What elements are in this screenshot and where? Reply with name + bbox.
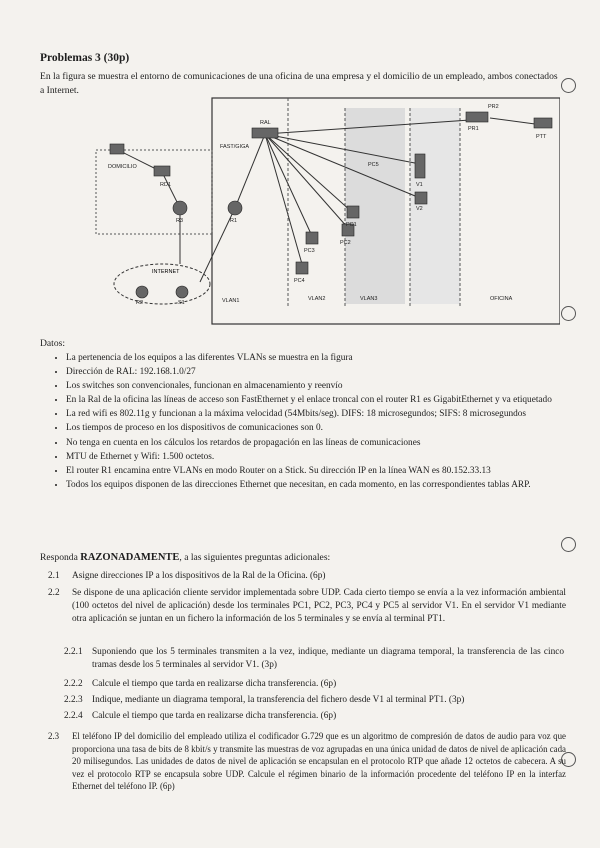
vlan1-label: VLAN1 xyxy=(222,298,240,304)
datos-item: • Dirección de RAL: 192.168.1.0/27 xyxy=(66,366,578,379)
datos-item: • Los switches son convencionales, funcionan en almacenamiento y reenvío xyxy=(66,380,578,393)
pc-icon xyxy=(347,206,359,218)
pc4-label: PC4 xyxy=(294,278,305,284)
pr1-label: PR1 xyxy=(468,126,479,132)
responda-bold: RAZONADAMENTE xyxy=(80,552,180,563)
fast-label: FAST/GIGA xyxy=(220,144,250,150)
datos-item: • La pertenencia de los equipos a las diferentes VLANs se muestra en la figura xyxy=(66,352,578,365)
question-text: Calcule el tiempo que tarda en realizarse dicha transferencia. (6p) xyxy=(92,679,337,689)
binder-hole-icon xyxy=(561,537,576,552)
pc3-label: PC3 xyxy=(304,248,315,254)
router-icon xyxy=(228,201,242,215)
question-text: Indique, mediante un diagrama temporal, la transferencia del fichero desde V1 al terminal PT1. (3p) xyxy=(92,695,465,705)
laptop-icon xyxy=(534,118,552,128)
pc-icon xyxy=(415,192,427,204)
switch-icon xyxy=(154,166,170,176)
responda-prefix: Responda xyxy=(40,552,78,563)
datos-heading: Datos: xyxy=(40,338,66,349)
datos-item: • En la Ral de la oficina las líneas de acceso son FastEthernet y el enlace troncal con el router R1 es GigabitEthernet y va etiquetado xyxy=(66,394,578,407)
datos-item: • La red wifi es 802.11g y funcionan a la máxima velocidad (54Mbits/seg). DIFS: 18 microsegundos; SIFS: 8 microsegundos xyxy=(66,408,578,421)
ral-label: RAL xyxy=(260,120,271,126)
v2-label: V2 xyxy=(416,206,423,212)
question-number: 2.2.1 xyxy=(64,647,83,657)
switch-icon xyxy=(252,128,278,138)
datos-item: • El router R1 encamina entre VLANs en modo Router on a Stick. Su dirección IP en la línea WAN es 80.152.33.13 xyxy=(66,465,578,478)
question-number: 2.2.3 xyxy=(64,695,83,705)
pc1-label: PC1 xyxy=(346,222,357,228)
question-text: Asigne direcciones IP a los dispositivos de la Ral de la Oficina. (6p) xyxy=(72,571,326,581)
home-boundary xyxy=(96,150,212,234)
pc2-label: PC2 xyxy=(340,240,351,246)
router-icon xyxy=(173,201,187,215)
question-number: 2.2 xyxy=(48,588,60,598)
datos-item: • Todos los equipos disponen de las direcciones Ethernet que necesitan, en cada momento, en las correspondientes tablas ARP. xyxy=(66,479,578,492)
question-number: 2.3 xyxy=(48,731,60,741)
r3-label: R3 xyxy=(176,218,184,224)
problem-intro: En la figura se muestra el entorno de comunicaciones de una oficina de una empresa y el domicilio de un empleado, ambos conectados a Internet. xyxy=(40,71,558,96)
problem-title: Problemas 3 (30p) xyxy=(40,52,130,64)
router-icon xyxy=(136,286,148,298)
binder-hole-icon xyxy=(561,78,576,93)
pc5-label: PC5 xyxy=(368,162,379,168)
oficina-label: OFICINA xyxy=(490,296,513,302)
question-text: Se dispone de una aplicación cliente servidor implementada sobre UDP. Cada cierto tiempo se envía a la vez información ambiental (100 octetos del nivel de aplicación) desde los terminales PC1, PC2, PC3, PC4 y PC5 al servidor V1. En el servidor V1 mediante otra aplicación se juntan en un fichero la información de los 5 terminales y se envía al terminal PT1. xyxy=(72,588,566,625)
question-text: El teléfono IP del domicilio del empleado utiliza el codificador G.729 que es un algoritmo de compresión de datos de audio para voz que proporciona una tasa de bits de 8 kbit/s y transmite las muestras de voz agrupadas en una única unidad de datos de nivel de aplicación cada 20 milisegundos. Las unidades de datos de nivel de aplicación se encapsulan en el protocolo RTP que añade 12 octetos de cabecera. A su vez el protocolo RTP se encapsula sobre UDP. Calcule el régimen binario de la información procedente del teléfono IP en la interfaz Ethernet del teléfono IP. (6p) xyxy=(72,731,566,792)
network-diagram xyxy=(90,96,560,328)
datos-item: • MTU de Ethernet y Wifi: 1.500 octetos. xyxy=(66,451,578,464)
access-point-icon xyxy=(466,112,488,122)
server-icon xyxy=(415,154,425,178)
rd1-label: RD1 xyxy=(160,182,172,188)
vlan2-label: VLAN2 xyxy=(308,296,326,302)
pc-icon xyxy=(306,232,318,244)
datos-item: • Los tiempos de proceso en los dispositivos de comunicaciones son 0. xyxy=(66,422,578,435)
responda-suffix: , a las siguientes preguntas adicionales: xyxy=(179,552,331,563)
domicilio-label: DOMICILIO xyxy=(108,164,137,170)
question-text: Calcule el tiempo que tarda en realizarse dicha transferencia. (6p) xyxy=(92,711,337,721)
network-links xyxy=(118,118,535,282)
responda-line xyxy=(40,552,330,563)
question-number: 2.2.2 xyxy=(64,679,83,689)
s1-label: S1 xyxy=(178,300,185,306)
question-text: Suponiendo que los 5 terminales transmiten a la vez, indique, mediante un diagrama temporal, la transferencia de las cinco tramas desde los 5 terminales al servidor V1. (3p) xyxy=(92,647,564,671)
v1-label: V1 xyxy=(416,182,423,188)
pc-icon xyxy=(296,262,308,274)
datos-item: • No tenga en cuenta en los cálculos los retardos de propagación en las líneas de comunicaciones xyxy=(66,437,578,450)
binder-hole-icon xyxy=(561,306,576,321)
r2-label: R2 xyxy=(136,300,144,306)
internet-label: INTERNET xyxy=(152,269,180,275)
phone-icon xyxy=(110,144,124,154)
router-icon xyxy=(176,286,188,298)
pr2-label: PR2 xyxy=(488,104,499,110)
question-number: 2.2.4 xyxy=(64,711,83,721)
vlan3-label: VLAN3 xyxy=(360,296,378,302)
ptt-label: PTT xyxy=(536,134,547,140)
datos-list xyxy=(52,352,578,493)
question-number: 2.1 xyxy=(48,571,60,581)
r1-label: R1 xyxy=(230,218,238,224)
